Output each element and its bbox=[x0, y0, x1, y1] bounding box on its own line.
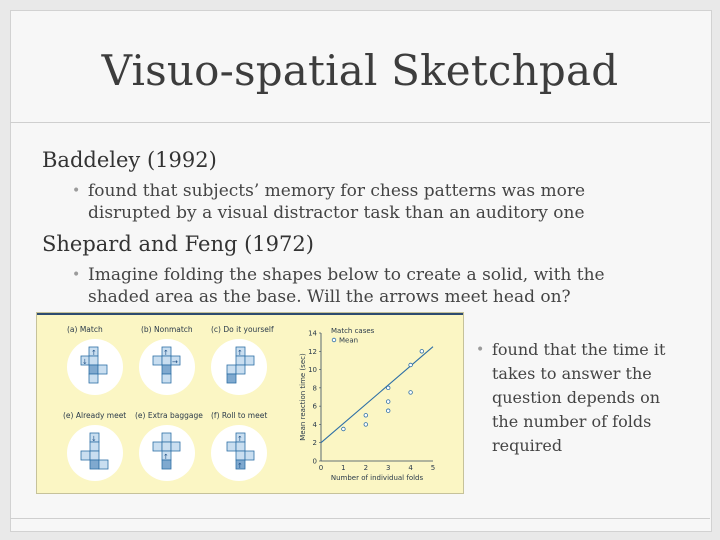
x-tick-label: 0 bbox=[318, 464, 324, 472]
y-tick-label: 14 bbox=[308, 329, 317, 338]
x-tick-label: 5 bbox=[430, 464, 436, 472]
bullet-baddeley-line2: disrupted by a visual distractor task than an auditory one bbox=[88, 203, 585, 223]
data-point bbox=[409, 363, 413, 367]
reaction-time-chart bbox=[299, 321, 459, 489]
panel-label-e: (e) Extra baggage bbox=[135, 411, 203, 420]
y-tick-label: 0 bbox=[312, 457, 317, 466]
title-area bbox=[10, 10, 710, 123]
panel-label-b: (b) Nonmatch bbox=[141, 325, 193, 334]
section-heading-baddeley: Baddeley (1992) bbox=[42, 148, 217, 172]
bullet-dot: • bbox=[476, 342, 485, 358]
y-tick-label: 4 bbox=[312, 420, 317, 429]
x-axis-label: Number of individual folds bbox=[330, 474, 424, 482]
data-point bbox=[386, 386, 390, 390]
arrow-icon: → bbox=[172, 358, 178, 366]
panel-label-c: (c) Do it yourself bbox=[211, 325, 274, 334]
y-tick-label: 12 bbox=[308, 347, 317, 356]
y-tick-label: 2 bbox=[312, 439, 317, 448]
y-axis-label: Mean reaction time (sec) bbox=[299, 353, 307, 441]
arrow-icon: ↑ bbox=[237, 435, 243, 443]
panel-label-d: (e) Already meet bbox=[63, 411, 127, 420]
data-point bbox=[386, 409, 390, 413]
net-e bbox=[153, 433, 180, 469]
fit-line bbox=[321, 347, 433, 443]
x-tick-label: 1 bbox=[341, 464, 346, 472]
legend-entry: Mean bbox=[339, 336, 359, 345]
side-bullet-line3: question depends on bbox=[492, 388, 660, 407]
bullet-baddeley-line1: found that subjects’ memory for chess patterns was more bbox=[88, 181, 586, 201]
slide-title: Visuo-spatial Sketchpad bbox=[101, 46, 619, 95]
footer-divider bbox=[10, 518, 710, 519]
arrow-icon: ↑ bbox=[91, 349, 97, 357]
bullet-dot: • bbox=[72, 183, 81, 199]
arrow-icon: ↑ bbox=[237, 462, 243, 470]
side-bullet-line4: the number of folds bbox=[492, 412, 652, 431]
legend-title: Match cases bbox=[331, 327, 375, 335]
section-heading-shepard: Shepard and Feng (1972) bbox=[42, 232, 314, 256]
arrow-icon: ↑ bbox=[163, 349, 169, 357]
bullet-dot: • bbox=[72, 267, 81, 283]
panel-label-a: (a) Match bbox=[67, 325, 103, 334]
x-tick-label: 2 bbox=[363, 464, 369, 472]
x-tick-label: 4 bbox=[408, 464, 413, 472]
side-bullet-line5: required bbox=[492, 436, 563, 455]
data-point bbox=[420, 349, 424, 353]
y-tick-label: 8 bbox=[312, 384, 317, 393]
data-point bbox=[409, 391, 413, 395]
legend-marker bbox=[332, 338, 336, 342]
folding-figure bbox=[36, 312, 464, 494]
side-bullet-line1: found that the time it bbox=[492, 340, 666, 359]
arrow-icon: ↓ bbox=[82, 358, 88, 366]
x-tick-label: 3 bbox=[385, 464, 391, 472]
data-point bbox=[364, 423, 368, 427]
bullet-shepard-line2: shaded area as the base. Will the arrows meet head on? bbox=[88, 287, 571, 307]
bullet-shepard-line1: Imagine folding the shapes below to create a solid, with the bbox=[88, 265, 605, 285]
bullet-shepard bbox=[72, 264, 605, 308]
arrow-icon: ↓ bbox=[91, 435, 97, 443]
y-tick-label: 6 bbox=[312, 402, 317, 411]
panel-label-f: (f) Roll to meet bbox=[211, 411, 268, 420]
data-point bbox=[386, 400, 390, 404]
bullet-baddeley bbox=[72, 180, 586, 224]
arrow-icon: ↑ bbox=[237, 349, 243, 357]
data-point bbox=[342, 427, 346, 431]
side-bullet bbox=[476, 338, 682, 458]
data-point bbox=[364, 413, 368, 417]
y-tick-label: 10 bbox=[308, 366, 317, 375]
side-bullet-line2: takes to answer the bbox=[492, 364, 652, 383]
arrow-icon: ↑ bbox=[163, 453, 169, 461]
